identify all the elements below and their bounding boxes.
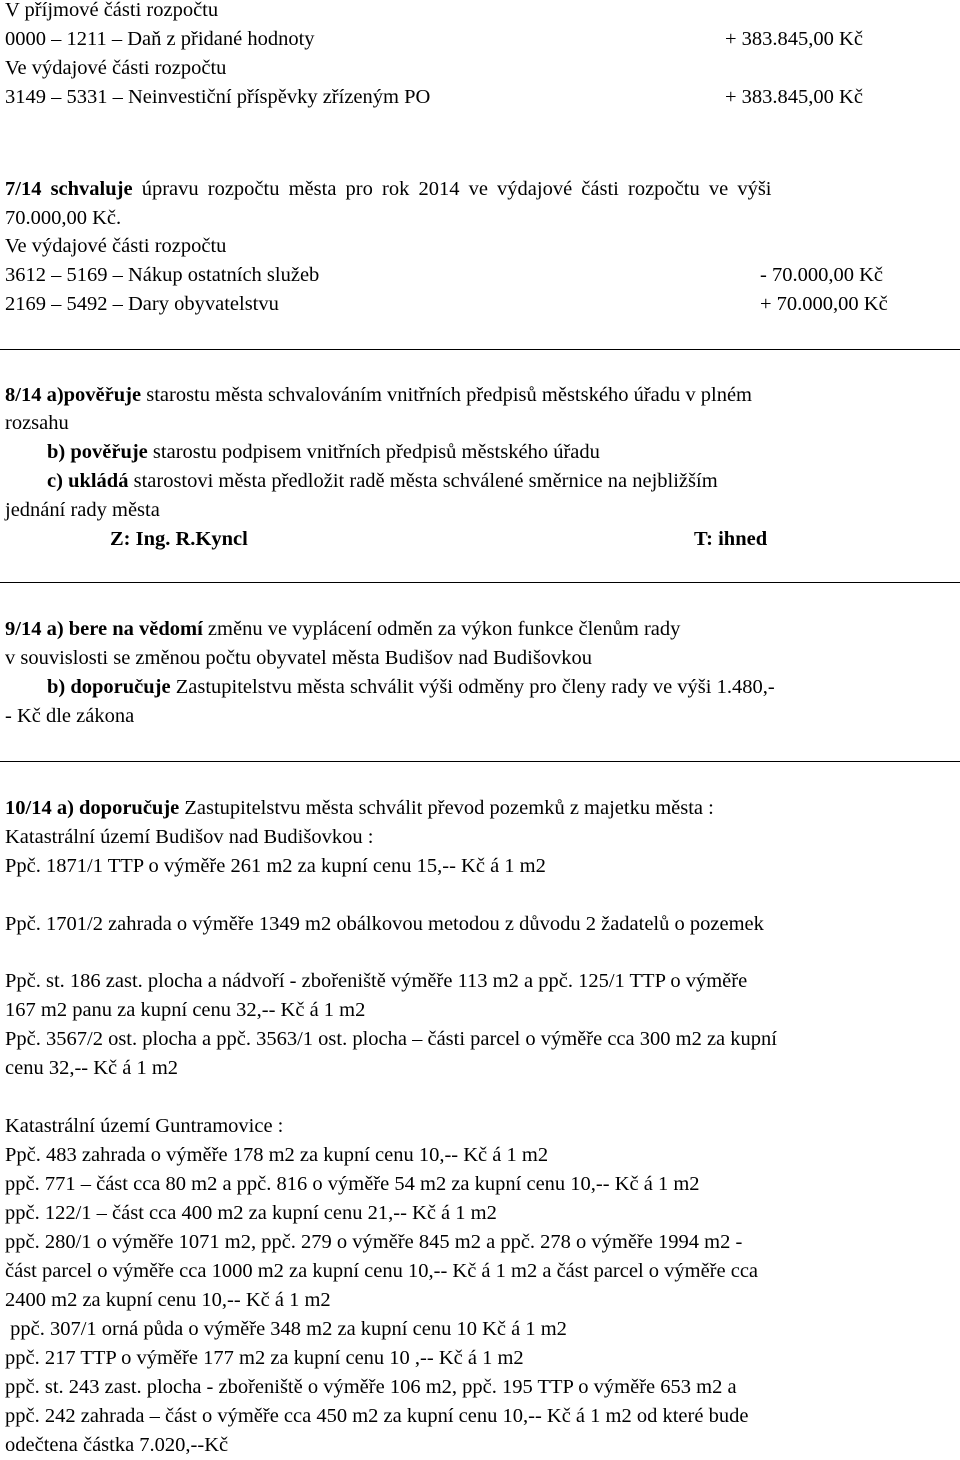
res8-line-c1 [47, 467, 718, 495]
income-heading: V příjmové části rozpočtu [5, 0, 219, 21]
res10-line: část parcel o výměře cca 1000 m2 za kupní cenu 10,-- Kč á 1 m2 a část parcel o výměře cca [5, 1260, 759, 1282]
res7-item2-amount: + 70.000,00 Kč [760, 293, 888, 315]
res9-text-a2: v souvislosti se změnou počtu obyvatel města Budišov nad Budišovkou [5, 647, 593, 669]
res10-line: Ppč. 1701/2 zahrada o výměře 1349 m2 obálkovou metodou z důvodu 2 žadatelů o pozemek [5, 913, 764, 935]
res10-line: Katastrální území Guntramovice : [5, 1115, 284, 1137]
res10-line: 167 m2 panu za kupní cenu 32,-- Kč á 1 m2 [5, 999, 366, 1021]
res9-number: 9/14 a) [5, 618, 64, 640]
res10-line: cenu 32,-- Kč á 1 m2 [5, 1057, 179, 1079]
res10-line: ppč. 280/1 o výměře 1071 m2, ppč. 279 o výměře 845 m2 a ppč. 278 o výměře 1994 m2 - [5, 1231, 743, 1253]
divider [0, 349, 960, 350]
res7-verb: schvaluje [50, 178, 133, 200]
divider [0, 761, 960, 762]
expense-amount: + 383.845,00 Kč [725, 86, 863, 108]
res7-item2-line: 2169 – 5492 – Dary obyvatelstvu [5, 293, 279, 315]
res10-line: ppč. st. 243 zast. plocha - zbořeniště o výměře 106 m2, ppč. 195 TTP o výměře 653 m2 a [5, 1376, 737, 1398]
res9-label-b: b) [47, 676, 66, 698]
res7-heading: Ve výdajové části rozpočtu [5, 235, 227, 257]
res10-line: 2400 m2 za kupní cenu 10,-- Kč á 1 m2 [5, 1289, 331, 1311]
res10-line: Katastrální území Budišov nad Budišovkou : [5, 826, 374, 848]
income-line: 0000 – 1211 – Daň z přidané hodnoty [5, 28, 315, 50]
res8-label-c: c) [47, 470, 63, 492]
expense-line: 3149 – 5331 – Neinvestiční příspěvky zřízeným PO [5, 86, 431, 108]
res10-line: Ppč. 3567/2 ost. plocha a ppč. 3563/1 ost. plocha – části parcel o výměře cca 300 m2 za kupní [5, 1028, 777, 1050]
res8-line-b [47, 438, 600, 466]
res10-line: ppč. 217 TTP o výměře 177 m2 za kupní cenu 10 ,-- Kč á 1 m2 [5, 1347, 524, 1369]
res8-deadline: T: ihned [694, 528, 768, 550]
res8-line-a1 [5, 381, 752, 409]
res10-line-a [5, 794, 714, 822]
res8-label-b: b) [47, 441, 66, 463]
res8-text-a1: starostu města schvalováním vnitřních předpisů městského úřadu v plném [146, 384, 752, 406]
res10-text-a: Zastupitelstvu města schválit převod pozemků z majetku města : [184, 797, 714, 819]
res7-line-1 [5, 175, 772, 203]
res10-line: Ppč. 483 zahrada o výměře 178 m2 za kupní cenu 10,-- Kč á 1 m2 [5, 1144, 549, 1166]
income-amount: + 383.845,00 Kč [725, 28, 863, 50]
res10-line: Ppč. st. 186 zast. plocha a nádvoří - zbořeniště výměře 113 m2 a ppč. 125/1 TTP o výměře [5, 970, 748, 992]
res10-number: 10/14 a) [5, 797, 74, 819]
res9-line-b1 [47, 673, 775, 701]
res10-line: odečtena částka 7.020,--Kč [5, 1434, 229, 1456]
res8-text-b: starostu podpisem vnitřních předpisů městského úřadu [152, 441, 600, 463]
res10-line: Ppč. 1871/1 TTP o výměře 261 m2 za kupní cenu 15,-- Kč á 1 m2 [5, 855, 546, 877]
res10-verb-a: doporučuje [79, 797, 180, 819]
res10-line: ppč. 771 – část cca 80 m2 a ppč. 816 o výměře 54 m2 za kupní cenu 10,-- Kč á 1 m2 [5, 1173, 700, 1195]
res7-text-2: 70.000,00 Kč. [5, 207, 122, 229]
res8-text-c2: jednání rady města [5, 499, 160, 521]
res9-text-b1: Zastupitelstvu města schválit výši odměny pro členy rady ve výši 1.480,- [175, 676, 775, 698]
res8-text-a2: rozsahu [5, 412, 69, 434]
res10-line: ppč. 242 zahrada – část o výměře cca 450 m2 za kupní cenu 10,-- Kč á 1 m2 od které bude [5, 1405, 749, 1427]
res9-text-b2: - Kč dle zákona [5, 705, 135, 727]
res9-verb-a: bere na vědomí [68, 618, 203, 640]
res7-text-1: úpravu rozpočtu města pro rok 2014 ve výdajové části rozpočtu ve výši [141, 178, 772, 200]
res8-verb-b: pověřuje [70, 441, 148, 463]
res8-verb-a: pověřuje [63, 384, 142, 406]
res7-item1-amount: - 70.000,00 Kč [760, 264, 883, 286]
res8-number: 8/14 a) [5, 384, 64, 406]
res7-item1-line: 3612 – 5169 – Nákup ostatních služeb [5, 264, 320, 286]
divider [0, 582, 960, 583]
res8-responsible: Z: Ing. R.Kyncl [110, 528, 248, 550]
res8-text-c1: starostovi města předložit radě města schválené směrnice na nejbližším [133, 470, 718, 492]
res10-line: ppč. 122/1 – část cca 400 m2 za kupní cenu 21,-- Kč á 1 m2 [5, 1202, 497, 1224]
res9-line-a1 [5, 615, 680, 643]
res7-number: 7/14 [5, 178, 42, 200]
res9-text-a1: změnu ve vyplácení odměn za výkon funkce členům rady [207, 618, 681, 640]
res8-verb-c: ukládá [68, 470, 129, 492]
res10-line: ppč. 307/1 orná půda o výměře 348 m2 za kupní cenu 10 Kč á 1 m2 [5, 1318, 567, 1340]
expense-heading: Ve výdajové části rozpočtu [5, 57, 227, 79]
res9-verb-b: doporučuje [70, 676, 171, 698]
